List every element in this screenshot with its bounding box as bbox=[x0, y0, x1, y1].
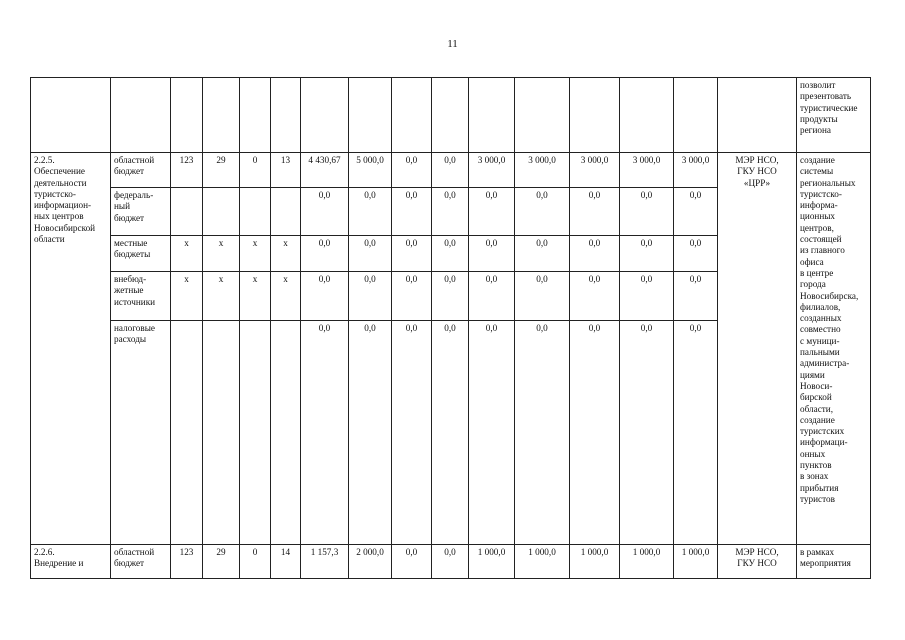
code-cell: х bbox=[203, 236, 240, 272]
value-cell: 0,0 bbox=[674, 272, 718, 321]
code-cell: 29 bbox=[203, 153, 240, 188]
value-cell: 1 000,0 bbox=[674, 545, 718, 579]
result-cell: позволит презентовать туристические продукты региона bbox=[797, 78, 871, 153]
program-measures-table bbox=[30, 77, 871, 579]
value-cell: 0,0 bbox=[515, 236, 570, 272]
code-cell: 123 bbox=[171, 153, 203, 188]
code-cell bbox=[171, 321, 203, 545]
code-cell bbox=[240, 188, 271, 236]
value-cell: 1 000,0 bbox=[469, 545, 515, 579]
code-cell bbox=[203, 321, 240, 545]
funding-source-cell: областной бюджет bbox=[111, 153, 171, 188]
code-cell bbox=[271, 188, 301, 236]
value-cell: 0,0 bbox=[432, 272, 469, 321]
code-cell: х bbox=[240, 272, 271, 321]
value-cell: 0,0 bbox=[349, 321, 392, 545]
value-cell: 0,0 bbox=[432, 153, 469, 188]
value-cell: 2 000,0 bbox=[349, 545, 392, 579]
funding-source-cell: федераль- ный бюджет bbox=[111, 188, 171, 236]
value-cell: 0,0 bbox=[301, 321, 349, 545]
value-cell: 0,0 bbox=[349, 188, 392, 236]
value-cell: 0,0 bbox=[674, 236, 718, 272]
value-cell: 1 000,0 bbox=[570, 545, 620, 579]
code-cell bbox=[240, 321, 271, 545]
code-cell: 14 bbox=[271, 545, 301, 579]
page-number: 11 bbox=[447, 38, 458, 50]
value-cell: 0,0 bbox=[620, 236, 674, 272]
value-cell: 1 157,3 bbox=[301, 545, 349, 579]
funding-source-cell: местные бюджеты bbox=[111, 236, 171, 272]
value-cell: 0,0 bbox=[620, 188, 674, 236]
code-cell: х bbox=[171, 236, 203, 272]
code-cell: х bbox=[271, 272, 301, 321]
value-cell: 0,0 bbox=[301, 236, 349, 272]
value-cell: 1 000,0 bbox=[620, 545, 674, 579]
value-cell: 0,0 bbox=[469, 272, 515, 321]
value-cell: 3 000,0 bbox=[515, 153, 570, 188]
value-cell: 0,0 bbox=[432, 545, 469, 579]
value-cell: 0,0 bbox=[515, 272, 570, 321]
value-cell: 5 000,0 bbox=[349, 153, 392, 188]
value-cell: 0,0 bbox=[301, 272, 349, 321]
value-cell: 0,0 bbox=[349, 236, 392, 272]
value-cell: 3 000,0 bbox=[570, 153, 620, 188]
continuation-row bbox=[31, 78, 871, 153]
result-cell: создание системы региональных туристско- информа- ционных центров, состоящей из главного офиса в центре города Новосибирска, филиалов, созданных совместно с муници- пальными администра- циями Новоси- бирской области, создание туристских информаци- онных пунктов в зонах прибытия туристов bbox=[797, 153, 871, 545]
code-cell: 123 bbox=[171, 545, 203, 579]
executors-cell: МЭР НСО, ГКУ НСО bbox=[718, 545, 797, 579]
value-cell: 0,0 bbox=[392, 188, 432, 236]
value-cell: 0,0 bbox=[674, 321, 718, 545]
code-cell: х bbox=[271, 236, 301, 272]
value-cell: 0,0 bbox=[570, 272, 620, 321]
value-cell: 0,0 bbox=[392, 236, 432, 272]
funding-source-cell: областной бюджет bbox=[111, 545, 171, 579]
value-cell: 3 000,0 bbox=[469, 153, 515, 188]
code-cell: х bbox=[203, 272, 240, 321]
code-cell bbox=[271, 321, 301, 545]
value-cell: 0,0 bbox=[432, 188, 469, 236]
value-cell: 0,0 bbox=[620, 321, 674, 545]
value-cell: 0,0 bbox=[301, 188, 349, 236]
value-cell: 0,0 bbox=[469, 236, 515, 272]
table-row bbox=[31, 153, 871, 188]
value-cell: 0,0 bbox=[570, 321, 620, 545]
value-cell: 0,0 bbox=[570, 236, 620, 272]
value-cell: 0,0 bbox=[620, 272, 674, 321]
result-cell: в рамках мероприятия bbox=[797, 545, 871, 579]
measure-name-cell: 2.2.5. Обеспечение деятельности туристско- информацион- ных центров Новосибирской области bbox=[31, 153, 111, 545]
code-cell: х bbox=[171, 272, 203, 321]
value-cell: 0,0 bbox=[432, 236, 469, 272]
code-cell: х bbox=[240, 236, 271, 272]
value-cell: 1 000,0 bbox=[515, 545, 570, 579]
code-cell: 0 bbox=[240, 153, 271, 188]
code-cell: 13 bbox=[271, 153, 301, 188]
measure-name-cell: 2.2.6. Внедрение и bbox=[31, 545, 111, 579]
value-cell: 0,0 bbox=[469, 188, 515, 236]
value-cell: 3 000,0 bbox=[674, 153, 718, 188]
code-cell: 0 bbox=[240, 545, 271, 579]
value-cell: 3 000,0 bbox=[620, 153, 674, 188]
value-cell: 0,0 bbox=[349, 272, 392, 321]
funding-source-cell: внебюд- жетные источники bbox=[111, 272, 171, 321]
table-row bbox=[31, 545, 871, 579]
code-cell bbox=[171, 188, 203, 236]
value-cell: 0,0 bbox=[515, 188, 570, 236]
executors-cell: МЭР НСО, ГКУ НСО «ЦРР» bbox=[718, 153, 797, 545]
value-cell: 0,0 bbox=[469, 321, 515, 545]
value-cell: 0,0 bbox=[674, 188, 718, 236]
value-cell: 0,0 bbox=[570, 188, 620, 236]
funding-source-cell: налоговые расходы bbox=[111, 321, 171, 545]
value-cell: 0,0 bbox=[392, 153, 432, 188]
value-cell: 0,0 bbox=[392, 272, 432, 321]
value-cell: 0,0 bbox=[392, 545, 432, 579]
code-cell bbox=[203, 188, 240, 236]
code-cell: 29 bbox=[203, 545, 240, 579]
value-cell: 0,0 bbox=[432, 321, 469, 545]
value-cell: 0,0 bbox=[392, 321, 432, 545]
value-cell: 0,0 bbox=[515, 321, 570, 545]
value-cell: 4 430,67 bbox=[301, 153, 349, 188]
